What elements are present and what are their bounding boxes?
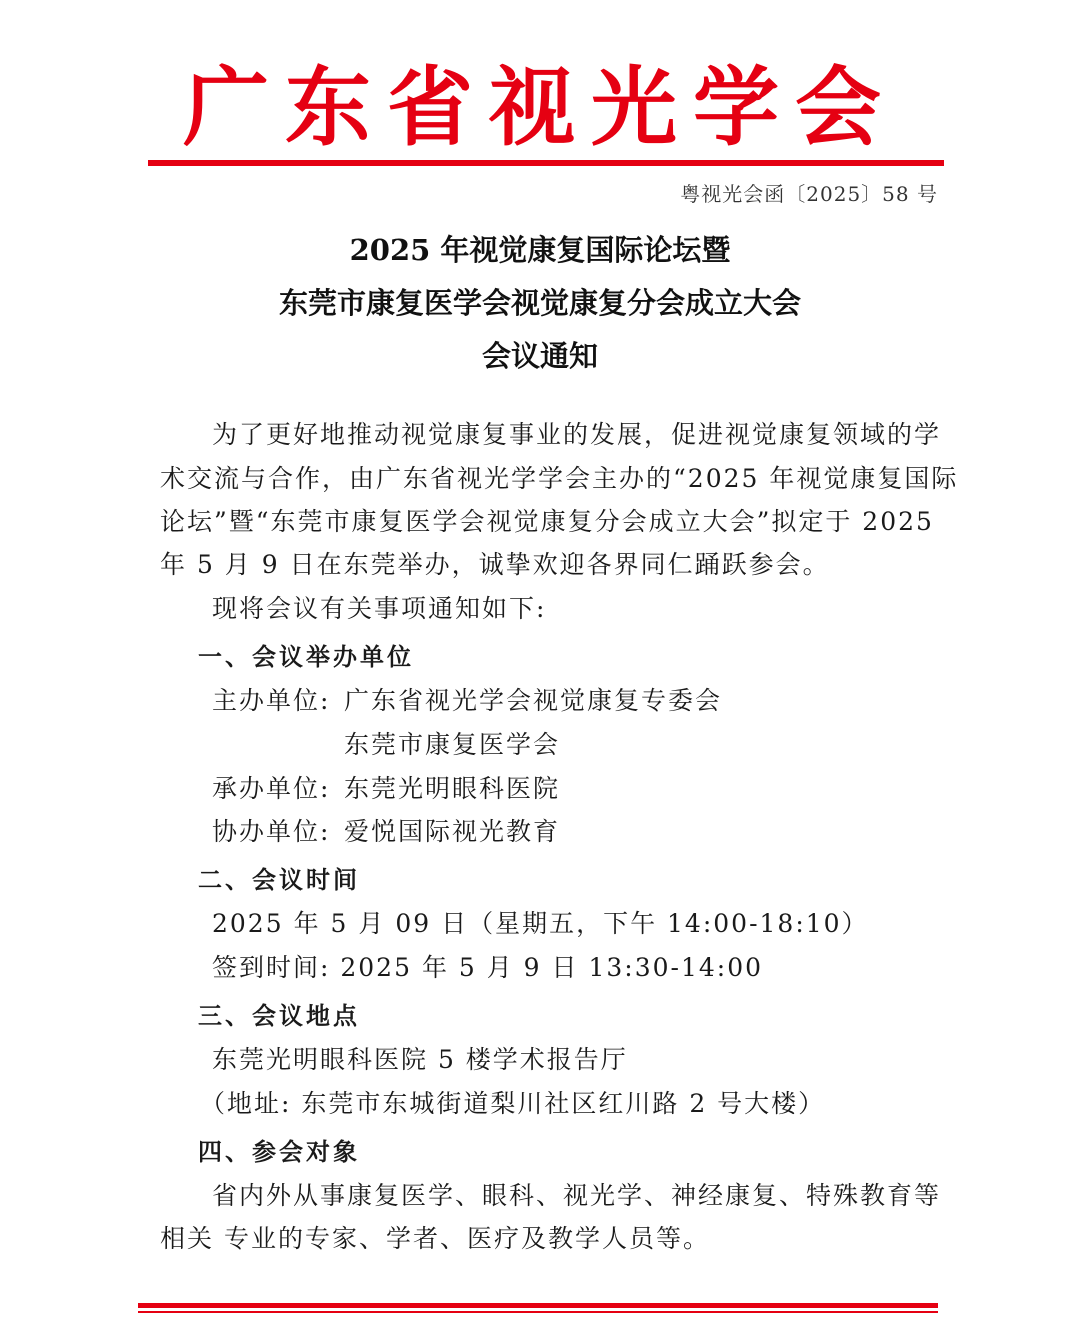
footer-red-rule-thin xyxy=(138,1311,938,1313)
checkin-time: 签到时间: 2025 年 5 月 9 日 13:30-14:00 xyxy=(212,953,764,982)
intro-line-4: 年 5 月 9 日在东莞举办，诚挚欢迎各界同仁踊跃参会。 xyxy=(160,550,830,579)
section-1-title: 一、会议举办单位 xyxy=(198,643,414,671)
notice-line: 现将会议有关事项通知如下: xyxy=(212,594,547,623)
venue: 东莞光明眼科医院 5 楼学术报告厅 xyxy=(212,1045,628,1074)
co-organizer: 爱悦国际视光教育 xyxy=(344,817,561,846)
participants-line-2: 相关 专业的专家、学者、医疗及教学人员等。 xyxy=(160,1224,710,1253)
host-1: 广东省视光学会视觉康复专委会 xyxy=(344,686,723,715)
host-2: 东莞市康复医学会 xyxy=(344,730,561,759)
intro-line-1: 为了更好地推动视觉康复事业的发展，促进视觉康复领域的学 xyxy=(212,420,942,449)
footer-red-rule xyxy=(138,1303,938,1308)
participants-line-1: 省内外从事康复医学、眼科、视光学、神经康复、特殊教育等 xyxy=(212,1181,942,1210)
meeting-date: 2025 年 5 月 09 日（星期五，下午 14:00-18:10） xyxy=(212,909,869,938)
intro-line-3: 论坛”暨“东莞市康复医学会视觉康复分会成立大会”拟定于 2025 xyxy=(160,507,934,536)
letterhead-org-name: 广东省视光学会 xyxy=(183,58,897,158)
host-label: 主办单位: xyxy=(212,686,331,715)
organizer-label: 承办单位: xyxy=(212,774,331,803)
organizer: 东莞光明眼科医院 xyxy=(344,774,561,803)
section-2-title: 二、会议时间 xyxy=(198,866,360,894)
section-4-title: 四、参会对象 xyxy=(198,1138,360,1166)
co-organizer-label: 协办单位: xyxy=(212,817,331,846)
section-3-title: 三、会议地点 xyxy=(198,1002,360,1030)
title-line-2: 东莞市康复医学会视觉康复分会成立大会 xyxy=(278,286,801,320)
document-number: 粤视光会函〔2025〕58 号 xyxy=(680,182,938,206)
title-line-1: 2025 年视觉康复国际论坛暨 xyxy=(349,233,731,267)
venue-address: （地址: 东莞市东城街道梨川社区红川路 2 号大楼） xyxy=(200,1089,826,1118)
title-line-3: 会议通知 xyxy=(481,339,598,373)
letterhead-red-rule xyxy=(148,160,944,166)
intro-line-2: 术交流与合作，由广东省视光学学会主办的“2025 年视觉康复国际 xyxy=(160,464,959,493)
